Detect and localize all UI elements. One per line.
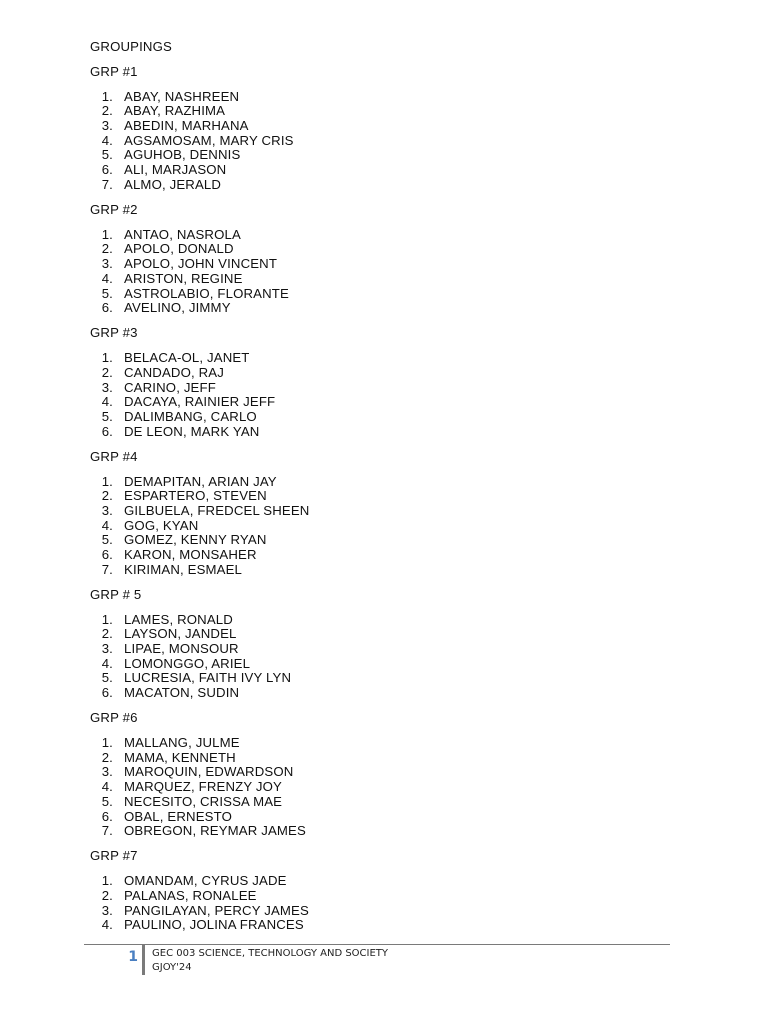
member-name: DACAYA, RAINIER JEFF [124,394,276,410]
member-name: AGUHOB, DENNIS [124,147,241,163]
member-name: NECESITO, CRISSA MAE [124,793,283,809]
list-item [90,889,690,904]
list-number: 4. [101,132,113,148]
list-number: 3. [101,256,113,272]
list-number: 4. [101,394,113,410]
member-name: DEMAPITAN, ARIAN JAY [124,473,277,489]
document-body [90,40,690,943]
member-name: APOLO, DONALD [124,241,234,257]
list-item [90,613,690,628]
list-number: 1. [101,735,113,751]
list-item [90,301,690,316]
list-number: 4. [101,517,113,533]
list-item [90,563,690,578]
list-item [90,765,690,780]
member-name: APOLO, JOHN VINCENT [124,256,278,272]
list-number: 6. [101,300,113,316]
page-number: 1 [128,949,138,965]
list-item [90,671,690,686]
list-number: 3. [101,764,113,780]
list-number: 3. [101,118,113,134]
member-name: GOG, KYAN [124,517,199,533]
group-heading: GRP #7 [90,848,138,864]
footer-rule [84,944,670,945]
group-heading: GRP #4 [90,448,138,464]
list-item [90,918,690,933]
member-name: OBREGON, REYMAR JAMES [124,823,306,839]
list-item [90,257,690,272]
list-item [90,489,690,504]
member-name: LOMONGGO, ARIEL [124,655,251,671]
member-name: MAMA, KENNETH [124,749,236,765]
member-name: CANDADO, RAJ [124,364,224,380]
member-name: MALLANG, JULME [124,735,240,751]
member-name: MAROQUIN, EDWARDSON [124,764,294,780]
list-item [90,425,690,440]
member-name: PAULINO, JOLINA FRANCES [124,917,304,933]
list-number: 5. [101,670,113,686]
list-item [90,795,690,810]
list-item [90,178,690,193]
member-name: ALMO, JERALD [124,176,222,192]
list-item [90,366,690,381]
list-number: 6. [101,162,113,178]
list-item [90,657,690,672]
list-item [90,519,690,534]
list-number: 6. [101,547,113,563]
member-name: PALANAS, RONALEE [124,887,257,903]
member-name: AVELINO, JIMMY [124,300,231,316]
list-number: 1. [101,350,113,366]
list-number: 3. [101,641,113,657]
list-item [90,148,690,163]
list-item [90,810,690,825]
member-name: ANTAO, NASROLA [124,226,241,242]
list-item [90,395,690,410]
group-section [90,203,690,316]
group-section [90,588,690,701]
list-item [90,780,690,795]
list-number: 1. [101,611,113,627]
list-number: 1. [101,473,113,489]
member-name: ALI, MARJASON [124,162,227,178]
group-section [90,326,690,439]
member-name: LAYSON, JANDEL [124,626,237,642]
list-number: 2. [101,488,113,504]
list-number: 5. [101,408,113,424]
list-number: 5. [101,285,113,301]
list-item [90,134,690,149]
member-name: OMANDAM, CYRUS JADE [124,873,287,889]
footer-text [152,947,388,975]
member-name: ASTROLABIO, FLORANTE [124,285,289,301]
list-number: 6. [101,423,113,439]
list-item [90,287,690,302]
list-item [90,504,690,519]
list-item [90,119,690,134]
list-number: 4. [101,655,113,671]
list-number: 6. [101,685,113,701]
member-name: ABAY, RAZHIMA [124,103,226,119]
group-section [90,450,690,578]
member-name: OBAL, ERNESTO [124,808,232,824]
footer-course: GEC 003 SCIENCE, TECHNOLOGY AND SOCIETY [152,948,389,959]
group-section [90,65,690,193]
member-name: GOMEZ, KENNY RYAN [124,532,267,548]
group-list [90,65,690,933]
member-name: LUCRESIA, FAITH IVY LYN [124,670,292,686]
footer-divider [142,945,145,975]
member-name: KARON, MONSAHER [124,547,257,563]
group-heading: GRP #3 [90,325,138,341]
list-item [90,627,690,642]
member-name: CARINO, JEFF [124,379,216,395]
member-name: DE LEON, MARK YAN [124,423,260,439]
group-heading: GRP # 5 [90,586,142,602]
list-number: 1. [101,226,113,242]
member-name: LIPAE, MONSOUR [124,641,239,657]
list-number: 4. [101,917,113,933]
list-number: 5. [101,793,113,809]
list-number: 2. [101,241,113,257]
list-item [90,824,690,839]
list-number: 5. [101,147,113,163]
list-number: 7. [101,176,113,192]
list-item [90,751,690,766]
list-number: 1. [101,88,113,104]
list-number: 2. [101,887,113,903]
member-name: ESPARTERO, STEVEN [124,488,267,504]
list-number: 7. [101,823,113,839]
list-item [90,642,690,657]
list-item [90,475,690,490]
member-name: MACATON, SUDIN [124,685,240,701]
list-number: 7. [101,561,113,577]
group-heading: GRP #6 [90,710,138,726]
list-item [90,90,690,105]
list-item [90,410,690,425]
footer-code: GJOY'24 [152,962,192,973]
list-item [90,272,690,287]
list-number: 3. [101,502,113,518]
member-name: LAMES, RONALD [124,611,233,627]
list-number: 3. [101,379,113,395]
list-number: 2. [101,626,113,642]
list-item [90,686,690,701]
list-item [90,533,690,548]
member-name: DALIMBANG, CARLO [124,408,257,424]
list-item [90,381,690,396]
group-section [90,849,690,933]
document-title: GROUPINGS [90,39,172,54]
list-item [90,904,690,919]
member-name: ARISTON, REGINE [124,270,243,286]
list-number: 1. [101,873,113,889]
group-heading: GRP #2 [90,201,138,217]
list-item [90,548,690,563]
list-number: 5. [101,532,113,548]
list-item [90,228,690,243]
list-number: 2. [101,103,113,119]
member-name: KIRIMAN, ESMAEL [124,561,243,577]
list-item [90,736,690,751]
list-item [90,351,690,366]
list-item [90,104,690,119]
list-number: 3. [101,902,113,918]
member-name: PANGILAYAN, PERCY JAMES [124,902,309,918]
group-section [90,711,690,839]
list-item [90,163,690,178]
list-number: 6. [101,808,113,824]
list-item [90,242,690,257]
member-name: ABAY, NASHREEN [124,88,240,104]
member-name: ABEDIN, MARHANA [124,118,249,134]
member-name: AGSAMOSAM, MARY CRIS [124,132,294,148]
member-name: BELACA-OL, JANET [124,350,250,366]
list-item [90,874,690,889]
list-number: 4. [101,270,113,286]
list-number: 4. [101,779,113,795]
list-number: 2. [101,749,113,765]
member-name: GILBUELA, FREDCEL SHEEN [124,502,310,518]
member-name: MARQUEZ, FRENZY JOY [124,779,282,795]
group-heading: GRP #1 [90,63,138,79]
list-number: 2. [101,364,113,380]
